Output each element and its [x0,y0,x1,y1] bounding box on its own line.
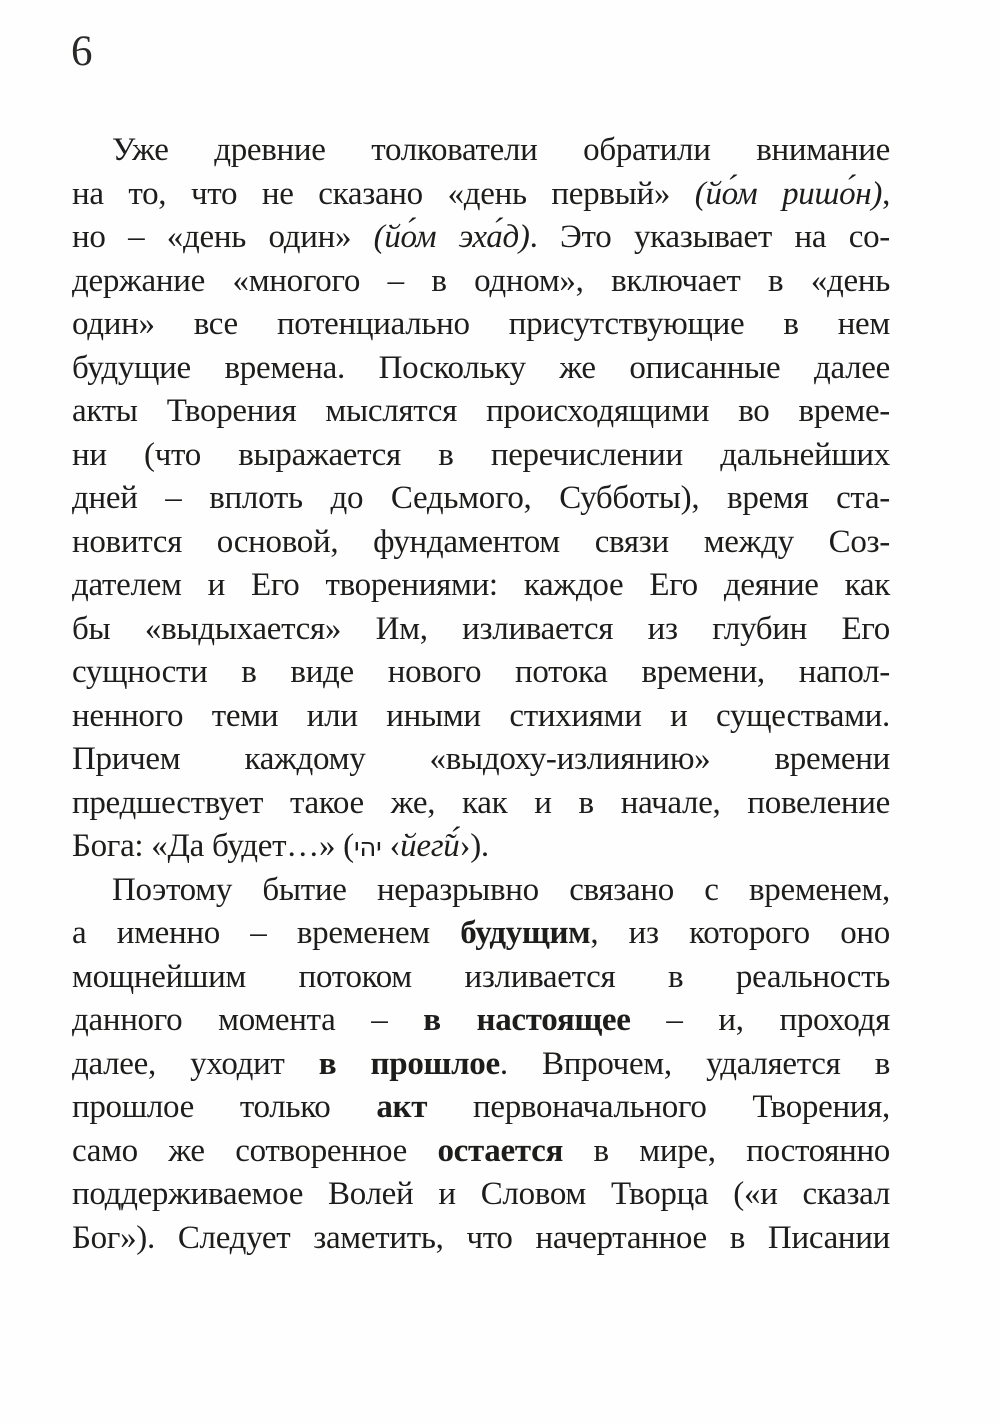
text-line [72,1217,890,1261]
text-segment: Причем каждому «выдоху-излиянию» времени [72,741,890,777]
text-line [72,1043,890,1087]
text-line [72,564,890,608]
bold-emphasis: акт [376,1089,428,1125]
text-line [72,129,890,173]
text-segment: держание «многого – в одном», включает в «день [72,262,890,299]
text-segment: сущности в виде нового потока времени, напол- [72,654,890,690]
text-segment: . Это указывает на со- [529,219,890,255]
text-line [72,608,890,652]
text-segment: дней – вплоть до Седьмого, Субботы), время ста- [72,480,890,516]
text-segment: далее, уходит [72,1045,319,1082]
text-line [72,216,890,260]
text-segment: , из которого оно [590,915,890,951]
text-line [72,1130,890,1174]
italic-transliteration: (йо́м ришо́н) [694,175,883,212]
text-line [72,912,890,956]
text-segment: новится основой, фундаментом связи между Соз- [72,523,890,560]
paragraph [72,869,890,1261]
text-line [72,782,890,826]
text-line [72,999,890,1043]
text-block [72,129,890,1260]
text-line [72,173,890,217]
text-segment: а именно – временем [72,915,461,951]
bold-emphasis: остается [437,1132,564,1169]
text-segment: – и, проходя [630,1002,890,1038]
text-line [72,825,890,869]
text-segment: Бог»). Следует заметить, что начертанное в Писании [72,1219,890,1256]
text-line [72,477,890,521]
text-line [72,695,890,739]
bold-emphasis: в настоящее [423,1002,631,1038]
hebrew-word: יהי [353,833,382,863]
text-segment: , [882,175,891,212]
text-line [72,347,890,391]
text-segment: бы «выдыхается» Им, изливается из глубин Его [72,610,890,647]
text-line [72,651,890,695]
text-segment: ненного теми или иными стихиями и существами. [72,697,890,734]
text-line [72,260,890,304]
text-segment: на то, что не сказано «день первый» [72,175,695,212]
text-segment: данного момента – [72,1002,424,1038]
italic-transliteration: йег̃и́ [400,828,460,864]
page-number: 6 [71,28,93,75]
text-line [72,869,890,913]
italic-transliteration: (йо́м эха́д) [373,219,530,255]
text-segment: ни (что выражается в перечислении дальнейших [72,436,890,473]
text-segment: . Впрочем, удаляется в [499,1045,891,1082]
text-line [72,303,890,347]
text-segment: мощнейшим потоком изливается в реальность [72,958,890,995]
text-segment: в мире, постоянно [563,1132,890,1169]
text-segment: первоначального Творения, [427,1089,891,1125]
bold-emphasis: в прошлое [318,1045,500,1082]
text-segment: один» все потенциально присутствующие в нем [72,306,890,342]
text-line [72,956,890,1000]
text-segment: ‹ [381,828,401,864]
text-segment: прошлое только [72,1089,377,1125]
text-segment: но – «день один» [72,219,374,255]
text-segment: поддерживаемое Волей и Словом Творца («и сказал [72,1176,890,1212]
text-segment: предшествует такое же, как и в начале, повеление [72,784,890,821]
text-segment: акты Творения мыслятся происходящими во време- [72,393,890,429]
text-line [72,1086,890,1130]
text-segment: дателем и Его творениями: каждое Его деяние как [72,567,890,603]
text-segment: само же сотворенное [72,1132,438,1169]
text-line [72,521,890,565]
text-segment: будущие времена. Поскольку же описанные далее [72,349,890,386]
text-line [72,1173,890,1217]
bold-emphasis: будущим [460,915,591,951]
text-line [72,434,890,478]
text-segment: Бога: «Да будет…» ( [72,828,354,864]
text-segment: Уже древние толкователи обратили внимание [112,132,890,168]
paragraph [72,129,890,869]
text-segment: Поэтому бытие неразрывно связано с временем, [112,871,890,908]
text-line [72,738,890,782]
text-segment: ›). [459,828,489,864]
text-line [72,390,890,434]
